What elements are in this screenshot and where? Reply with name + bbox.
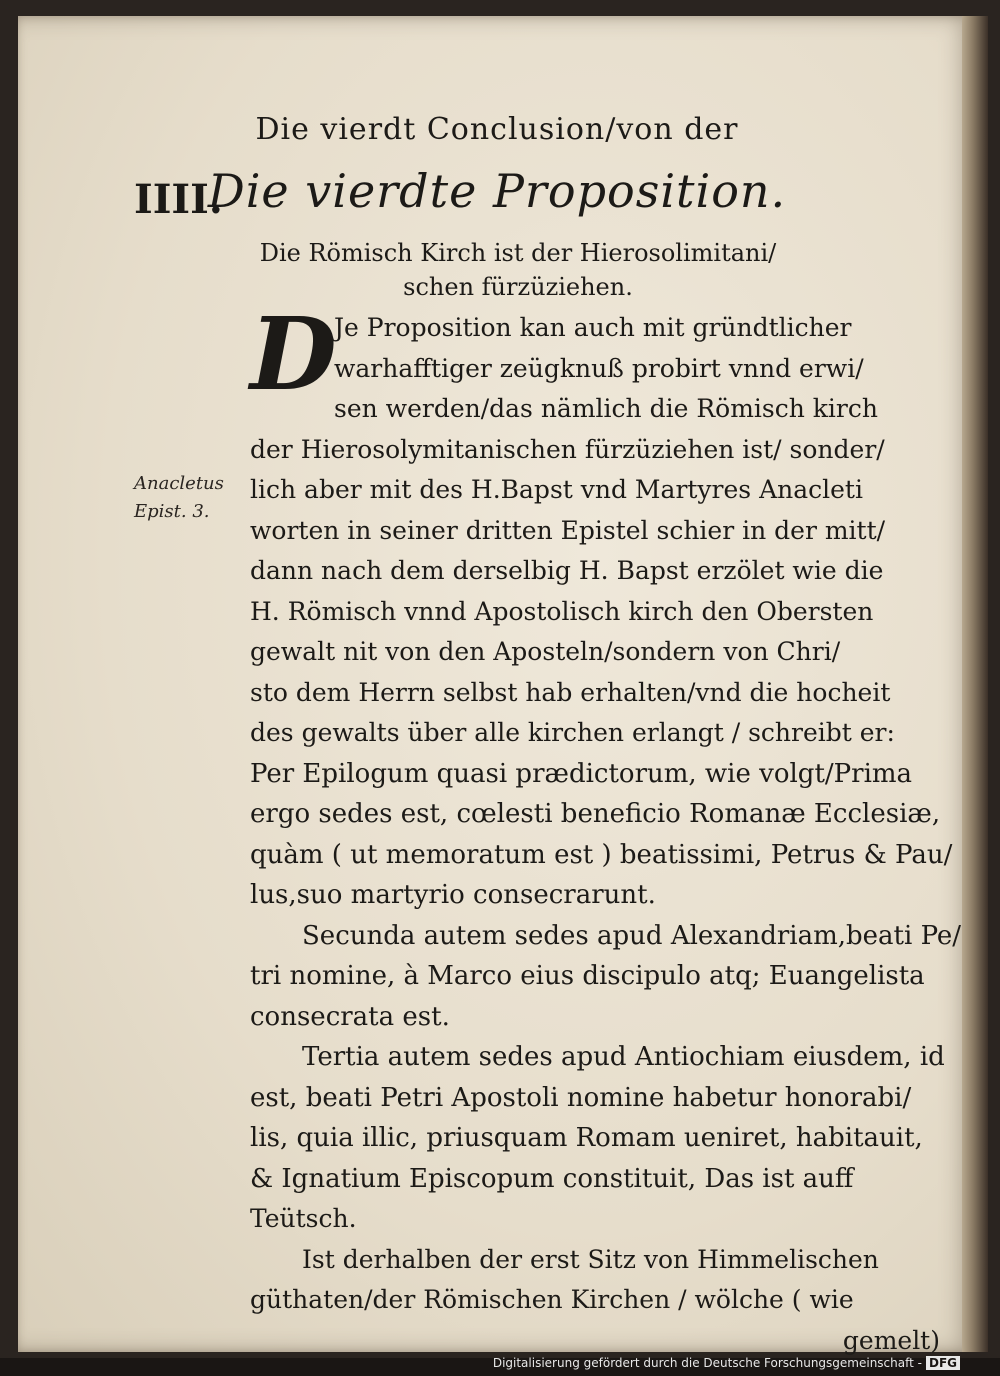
text-line: sen werden/das nämlich die Römisch kirch (334, 394, 878, 423)
subtitle (238, 236, 798, 304)
text-line: & Ignatium Episcopum constituit, Das ist auff (250, 1163, 854, 1194)
text-line: lus,suo martyrio consecrarunt. (250, 880, 656, 910)
text-line: gemelt) (842, 1325, 940, 1355)
body-text (250, 295, 962, 1361)
footer-text: Digitalisierung gefördert durch die Deutsche Forschungsgemeinschaft - (492, 1356, 922, 1370)
margin-note-line: Anacletus (134, 473, 224, 494)
text-line: des gewalts über alle kirchen erlangt / schreibt er: (250, 718, 895, 747)
text-line: consecrata est. (250, 1001, 450, 1032)
text-line: Teütsch. (250, 1204, 357, 1233)
margin-note-line: Epist. 3. (134, 501, 210, 522)
text-line: est, beati Petri Apostoli nomine habetur honorabi/ (250, 1082, 912, 1113)
book-page (18, 16, 976, 1355)
footer (493, 1356, 960, 1370)
text-line: worten in seiner dritten Epistel schier in der mitt/ (250, 515, 886, 545)
text-line: gewalt nit von den Aposteln/sondern von Chri/ (250, 637, 841, 666)
running-header: Die vierdt Conclusion/von der (255, 112, 739, 147)
decorated-initial: D (250, 295, 337, 413)
text-line: Secunda autem sedes apud Alexandriam,beati Pe/ (302, 920, 962, 951)
page-title: Die vierdte Proposition. (207, 164, 787, 218)
dfg-logo: DFG (926, 1356, 960, 1370)
text-line: güthaten/der Römischen Kirchen / wölche ( wie (250, 1285, 854, 1314)
text-line: H. Römisch vnnd Apostolisch kirch den Obersten (250, 596, 874, 626)
text-line: dann nach dem derselbig H. Bapst erzölet wie die (250, 556, 884, 585)
text-line: Tertia autem sedes apud Antiochiam eiusdem, id (302, 1042, 945, 1072)
text-line: der Hierosolymitanischen fürzüziehen ist/ sonder/ (250, 434, 885, 464)
text-line: lich aber mit des H.Bapst vnd Martyres Anacleti (250, 475, 863, 504)
text-line: Ist derhalben der erst Sitz von Himmelischen (302, 1244, 879, 1274)
text-line: sto dem Herrn selbst hab erhalten/vnd die hocheit (250, 677, 891, 707)
margin-note (134, 470, 244, 526)
text-line: tri nomine, à Marco eius discipulo atq; Euangelista (250, 961, 925, 991)
page-edge (962, 16, 988, 1352)
text-line: quàm ( ut memoratum est ) beatissimi, Petrus & Pau/ (250, 839, 953, 870)
subtitle-line: Die Römisch Kirch ist der Hierosolimitani/ (259, 239, 777, 267)
text-line: ergo sedes est, cœlesti beneficio Romanæ Ecclesiæ, (250, 799, 941, 829)
subtitle-line: schen fürzüziehen. (403, 273, 633, 301)
text-line: Per Epilogum quasi prædictorum, wie volgt/Prima (250, 758, 913, 789)
page-number: IIII. (134, 176, 223, 223)
text-line: lis, quia illic, priusquam Romam ueniret, habitauit, (250, 1123, 923, 1153)
text-line: Je Proposition kan auch mit gründtlicher (334, 313, 852, 342)
text-line: warhafftiger zeügknuß probirt vnnd erwi/ (334, 353, 864, 383)
